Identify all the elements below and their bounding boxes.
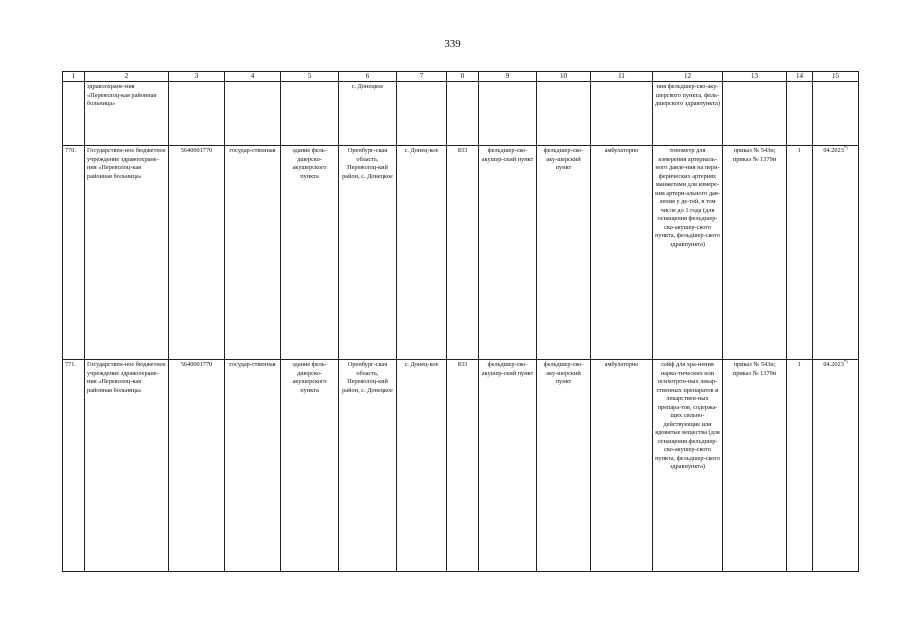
- locality: с. Донец-кое: [397, 360, 447, 572]
- col-header: 13: [723, 72, 787, 82]
- deadline: 04.2023*): [813, 360, 859, 572]
- col-header: 10: [537, 72, 591, 82]
- building: здание фель-дшерско-акушерского пункта: [281, 360, 339, 572]
- population: [447, 82, 479, 146]
- locality: [397, 82, 447, 146]
- inn: [169, 82, 225, 146]
- ownership: государ-ственная: [225, 360, 281, 572]
- table-row: [63, 146, 859, 360]
- organization: Государствен-ное бюджетное учреждение здравоохране-ния «Переволоц-кая районная больница»: [85, 360, 169, 572]
- unit-type: [479, 82, 537, 146]
- ownership: государ-ственная: [225, 146, 281, 360]
- equipment: тонометр для измерения артериаль-ного давле-ния на пери-ферических артериях манжетами для измере-ния артери-ального дав-ления у де-тей, в том числе до 1 года (для оснащения фельдшер-ско-акушер-ского пункта, фельдшер-ского здравпункта): [653, 146, 723, 360]
- department: фельдшер-ско-аку-шерский пункт: [537, 146, 591, 360]
- column-number-row: [63, 72, 859, 82]
- col-header: 14: [787, 72, 813, 82]
- unit-type: фельдшер-ско-акушер-ский пункт: [479, 146, 537, 360]
- col-header: 5: [281, 72, 339, 82]
- care-conditions: амбулаторно: [591, 146, 653, 360]
- page-number: 339: [444, 38, 461, 50]
- row-number: [63, 82, 85, 146]
- col-header: 3: [169, 72, 225, 82]
- col-header: 15: [813, 72, 859, 82]
- col-header: 8: [447, 72, 479, 82]
- population: 833: [447, 146, 479, 360]
- equipment: ния фельдшер-ско-аку-шерского пункта, фель-дшерского здравпункта): [653, 82, 723, 146]
- department: [537, 82, 591, 146]
- col-header: 9: [479, 72, 537, 82]
- quantity: 1: [787, 146, 813, 360]
- care-conditions: амбулаторно: [591, 360, 653, 572]
- order-reference: [723, 82, 787, 146]
- building: здание фель-дшерско-акушерского пункта: [281, 146, 339, 360]
- department: фельдшер-ско-аку-шерский пункт: [537, 360, 591, 572]
- organization: здравоохране-ния «Переволоц-кая районная больница»: [85, 82, 169, 146]
- inn: 5640001770: [169, 146, 225, 360]
- col-header: 1: [63, 72, 85, 82]
- col-header: 12: [653, 72, 723, 82]
- order-reference: приказ № 543н; приказ № 1379н: [723, 360, 787, 572]
- row-number: 770.: [63, 146, 85, 360]
- building: [281, 82, 339, 146]
- table-row: [63, 82, 859, 146]
- quantity: [787, 82, 813, 146]
- equipment-registry-table: [62, 71, 859, 572]
- population: 833: [447, 360, 479, 572]
- address: с. Донецкое: [339, 82, 397, 146]
- deadline: [813, 82, 859, 146]
- col-header: 2: [85, 72, 169, 82]
- row-number: 771.: [63, 360, 85, 572]
- col-header: 11: [591, 72, 653, 82]
- table-row: [63, 360, 859, 572]
- ownership: [225, 82, 281, 146]
- locality: с. Донец-кое: [397, 146, 447, 360]
- equipment: сейф для хра-нения нарко-тических или психотроп-ных лекар-ственных препаратов и лекарствен-ных препара-тов, содержа-щих сильно-действующие или ядовитые вещества (для оснащения фельдшер-ско-акушер-ского пункта, фельдшер-ского здравпункта): [653, 360, 723, 572]
- quantity: 1: [787, 360, 813, 572]
- deadline: 04.2023*): [813, 146, 859, 360]
- address: Оренбург-ская область, Переволоц-кий район, с. Донецкое: [339, 146, 397, 360]
- unit-type: фельдшер-ско-акушер-ский пункт: [479, 360, 537, 572]
- care-conditions: [591, 82, 653, 146]
- col-header: 7: [397, 72, 447, 82]
- organization: Государствен-ное бюджетное учреждение здравоохране-ния «Переволоц-кая районная больница»: [85, 146, 169, 360]
- inn: 5640001770: [169, 360, 225, 572]
- order-reference: приказ № 543н; приказ № 1379н: [723, 146, 787, 360]
- col-header: 6: [339, 72, 397, 82]
- col-header: 4: [225, 72, 281, 82]
- address: Оренбург-ская область, Переволоц-кий район, с. Донецкое: [339, 360, 397, 572]
